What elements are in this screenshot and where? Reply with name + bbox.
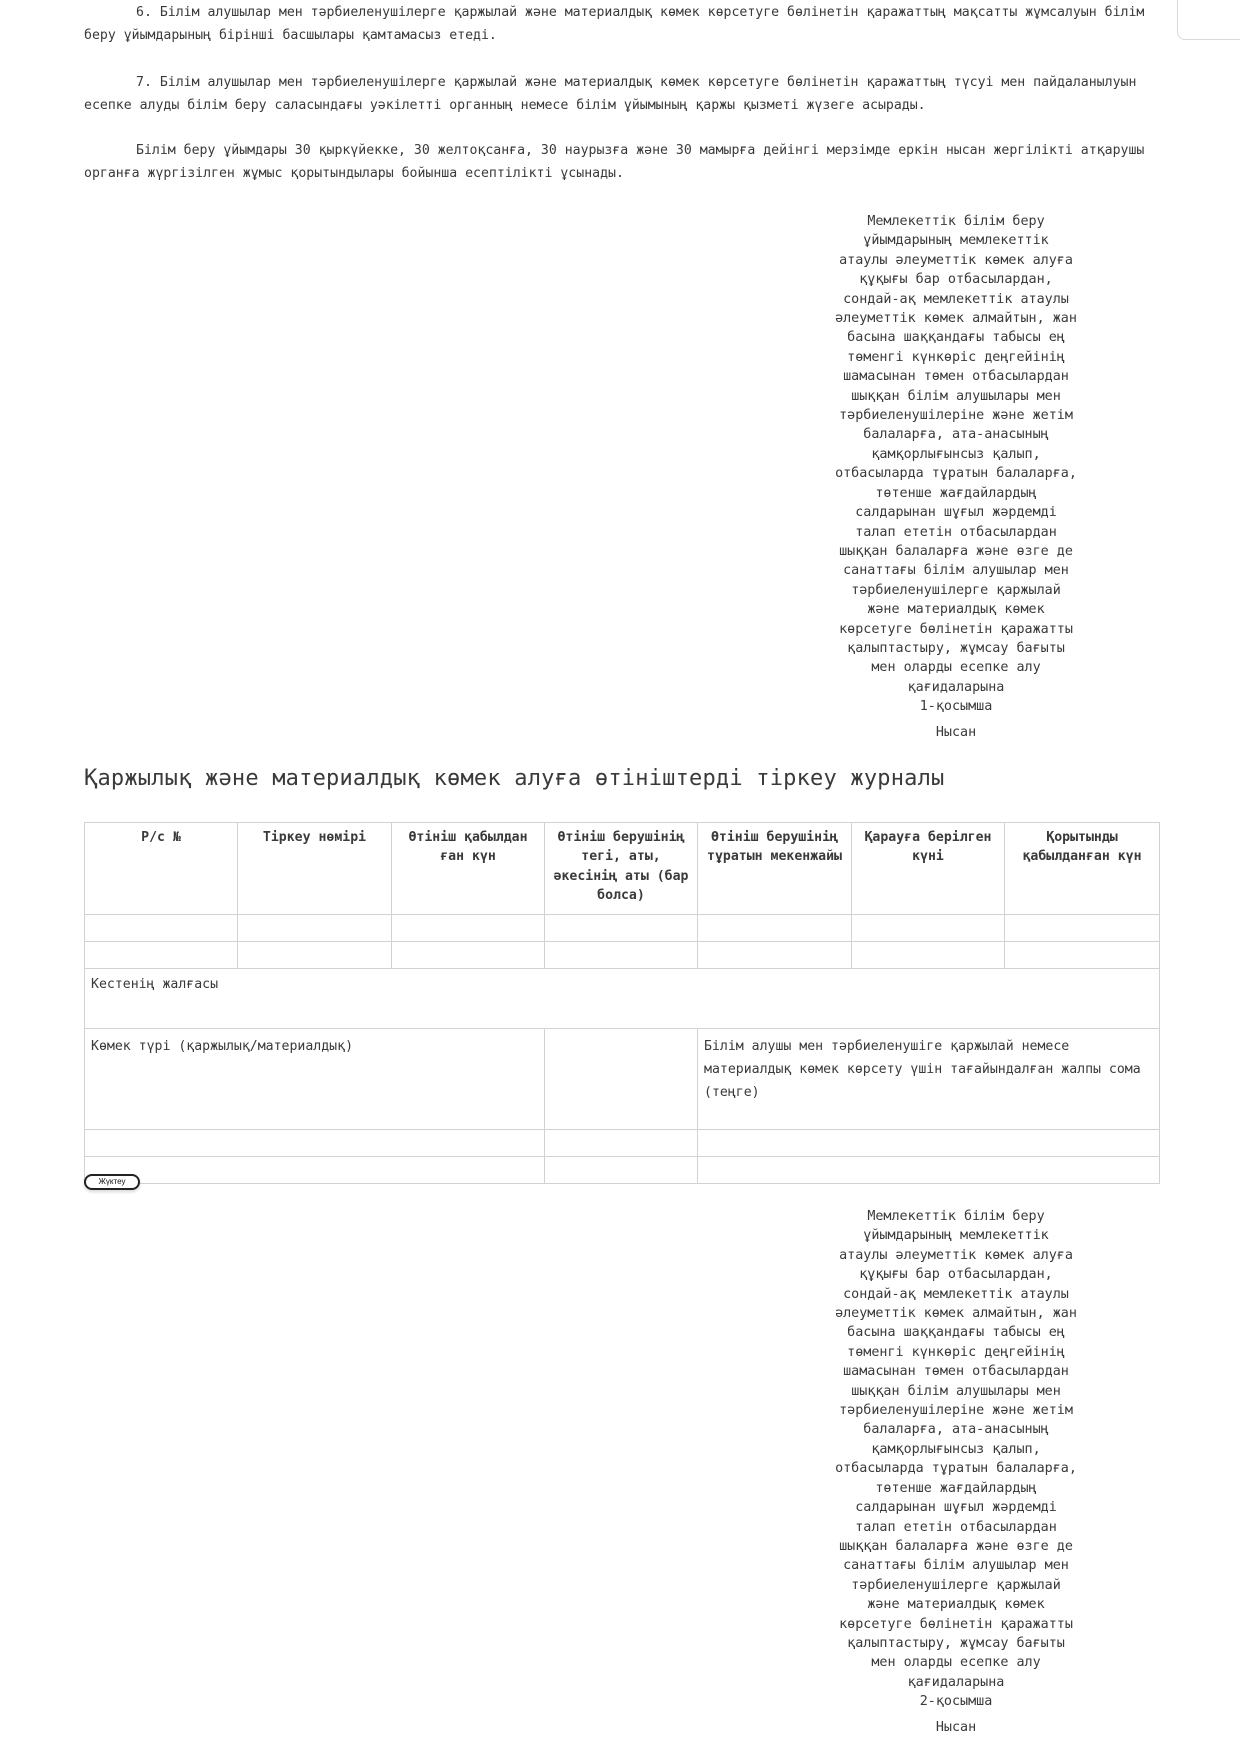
table-cell [392, 915, 545, 942]
annex-line: шыққан балаларға және өзге де [839, 543, 1073, 559]
column-header: Өтініш берушінің тегі, аты, әкесінің аты (бар болса) [545, 823, 698, 915]
annex-line: атаулы әлеуметтік көмек алуға [839, 1247, 1073, 1263]
table-cell [85, 1130, 545, 1157]
annex-line: басына шаққандағы табысы ең [847, 330, 1065, 346]
table-cell [85, 942, 238, 969]
annex-line: сондай-ақ мемлекеттік атаулы [843, 291, 1069, 307]
annex-line: санаттағы білім алушылар мен [843, 563, 1069, 579]
paragraph-7: 7. Білім алушылар мен тәрбиеленушілерге қаржылай және материалдық көмек көрсетуге бөлінетін қаражаттың түсуі мен пайдаланылуын есепке алуды білім беру саласындағы уәкілетті органның немесе білім ұйымының қаржы қызметі жүзеге асырады. [84, 75, 1137, 113]
annex-line: салдарынан шұғыл жәрдемді [855, 505, 1057, 521]
annex-1-lines [821, 212, 1091, 717]
annex-line: шыққан білім алушылары мен [851, 1383, 1061, 1399]
annex-line: Мемлекеттік білім беру [867, 214, 1045, 229]
table-cell [545, 915, 698, 942]
table-cell [85, 1157, 545, 1184]
annex-line: талап ететін отбасылардан [855, 1519, 1057, 1535]
annex-line: төтенше жағдайлардың [875, 1480, 1037, 1496]
download-button[interactable]: Жүктеу [84, 1174, 140, 1190]
column-header: Р/с № [85, 823, 238, 915]
annex-line: ұйымдарының мемлекеттік [863, 233, 1049, 249]
annex-line: шыққан білім алушылары мен [851, 388, 1061, 404]
table-cell [85, 915, 238, 942]
table-cell [545, 1157, 698, 1184]
annex-line: құқығы бар отбасылардан, [859, 272, 1053, 288]
column-header: Өтініш қабылдан ған күн [392, 823, 545, 915]
annex-line: басына шаққандағы табысы ең [847, 1325, 1065, 1341]
paragraph-reporting: Білім беру ұйымдары 30 қыркүйекке, 30 желтоқсанға, 30 наурызға және 30 мамырға дейінгі мерзімде еркін нысан жергілікті атқарушы органға жүргізілген жұмыс қорытындылары бойынша есептілікті ұсынады. [84, 143, 1145, 181]
annex-number: 2-қосымша [919, 1694, 993, 1710]
annex-line: салдарынан шұғыл жәрдемді [855, 1500, 1057, 1516]
table-cell [698, 1130, 1160, 1157]
continuation-row [85, 969, 1160, 1029]
annex-line: мен оларды есепке алу [871, 1655, 1041, 1671]
table-row [85, 1130, 1160, 1157]
annex-line: төтенше жағдайлардың [875, 485, 1037, 501]
registration-journal-table [84, 822, 1160, 1184]
annex-line: қалыптастыру, жұмсау бағыты [847, 640, 1065, 656]
table-header-row [85, 823, 1160, 915]
annex-line: әлеуметтік көмек алмайтын, жан [835, 311, 1077, 327]
table-row [85, 942, 1160, 969]
scroll-panel-edge [1177, 0, 1240, 40]
annex-line: Мемлекеттік білім беру [867, 1209, 1045, 1224]
annex-line: және материалдық көмек [867, 1597, 1045, 1613]
annex-line: санаттағы білім алушылар мен [843, 1558, 1069, 1574]
annex-line: төменгі күнкөріс деңгейінің [847, 1344, 1065, 1360]
annex-1-caption [821, 212, 1091, 742]
table-cell [1005, 915, 1160, 942]
table-cell [238, 942, 392, 969]
annex-line: тәрбиеленушілеріне және жетім [839, 408, 1073, 424]
annex-number: 1-қосымша [919, 699, 993, 715]
annex-line: шыққан балаларға және өзге де [839, 1538, 1073, 1554]
annex-line: және материалдық көмек [867, 602, 1045, 618]
journal-title: Қаржылық және материалдық көмек алуға өтініштерді тіркеу журналы [84, 766, 945, 791]
annex-line: тәрбиеленушілерге қаржылай [851, 582, 1061, 598]
annex-line: төменгі күнкөріс деңгейінің [847, 349, 1065, 365]
table-cell [545, 942, 698, 969]
table-cell [852, 942, 1005, 969]
table-cell [698, 915, 852, 942]
column-header: Қорытынды қабылданған күн [1005, 823, 1160, 915]
annex-line: қамқорлығынсыз қалып, [871, 446, 1041, 462]
table-row [85, 915, 1160, 942]
annex-line: әлеуметтік көмек алмайтын, жан [835, 1306, 1077, 1322]
annex-2-lines [821, 1207, 1091, 1712]
aid-header-row [85, 1029, 1160, 1130]
table-cell [392, 942, 545, 969]
table-cell [1005, 942, 1160, 969]
annex-line: тәрбиеленушілеріне және жетім [839, 1403, 1073, 1419]
annex-line: шамасынан төмен отбасылардан [843, 369, 1069, 385]
annex-line: балаларға, ата-анасының [863, 427, 1049, 443]
paragraph-6: 6. Білім алушылар мен тәрбиеленушілерге қаржылай және материалдық көмек көрсетуге бөлінетін қаражаттың мақсатты жұмсалуын білім беру ұйымдарының бірінші басшылары қамтамасыз етеді. [84, 5, 1145, 43]
annex-line: сондай-ақ мемлекеттік атаулы [843, 1286, 1069, 1302]
table-cell [545, 1029, 698, 1130]
annex-line: атаулы әлеуметтік көмек алуға [839, 252, 1073, 268]
annex-line: шамасынан төмен отбасылардан [843, 1364, 1069, 1380]
annex-line: тәрбиеленушілерге қаржылай [851, 1577, 1061, 1593]
table-cell [852, 915, 1005, 942]
table-cell [698, 942, 852, 969]
table-continuation-label: Кестенің жалғасы [85, 969, 1160, 1029]
total-sum-header: Білім алушы мен тәрбиеленушіге қаржылай немесе материалдық көмек көрсету үшін тағайындалған жалпы сома (теңге) [698, 1029, 1160, 1130]
annex-line: отбасыларда тұратын балаларға, [835, 1461, 1077, 1477]
annex-line: көрсетуге бөлінетін қаражатты [839, 1616, 1073, 1632]
annex-1-form-label: Нысан [935, 724, 977, 740]
table-cell [698, 1157, 1160, 1184]
annex-2-form-label: Нысан [935, 1719, 977, 1735]
column-header: Тіркеу нөмірі [238, 823, 392, 915]
column-header: Қарауға берілген күні [852, 823, 1005, 915]
annex-line: отбасыларда тұратын балаларға, [835, 466, 1077, 482]
aid-type-header: Көмек түрі (қаржылық/материалдық) [85, 1029, 545, 1130]
annex-line: қағидаларына [907, 679, 1005, 695]
column-header: Өтініш берушінің тұратын мекенжайы [698, 823, 852, 915]
annex-line: мен оларды есепке алу [871, 660, 1041, 676]
annex-line: көрсетуге бөлінетін қаражатты [839, 621, 1073, 637]
annex-line: балаларға, ата-анасының [863, 1422, 1049, 1438]
annex-line: қағидаларына [907, 1674, 1005, 1690]
annex-line: ұйымдарының мемлекеттік [863, 1228, 1049, 1244]
annex-line: қалыптастыру, жұмсау бағыты [847, 1635, 1065, 1651]
table-cell [238, 915, 392, 942]
annex-line: талап ететін отбасылардан [855, 524, 1057, 540]
annex-2-caption [821, 1207, 1091, 1737]
annex-line: қамқорлығынсыз қалып, [871, 1441, 1041, 1457]
table-cell [545, 1130, 698, 1157]
table-row [85, 1157, 1160, 1184]
annex-line: құқығы бар отбасылардан, [859, 1267, 1053, 1283]
